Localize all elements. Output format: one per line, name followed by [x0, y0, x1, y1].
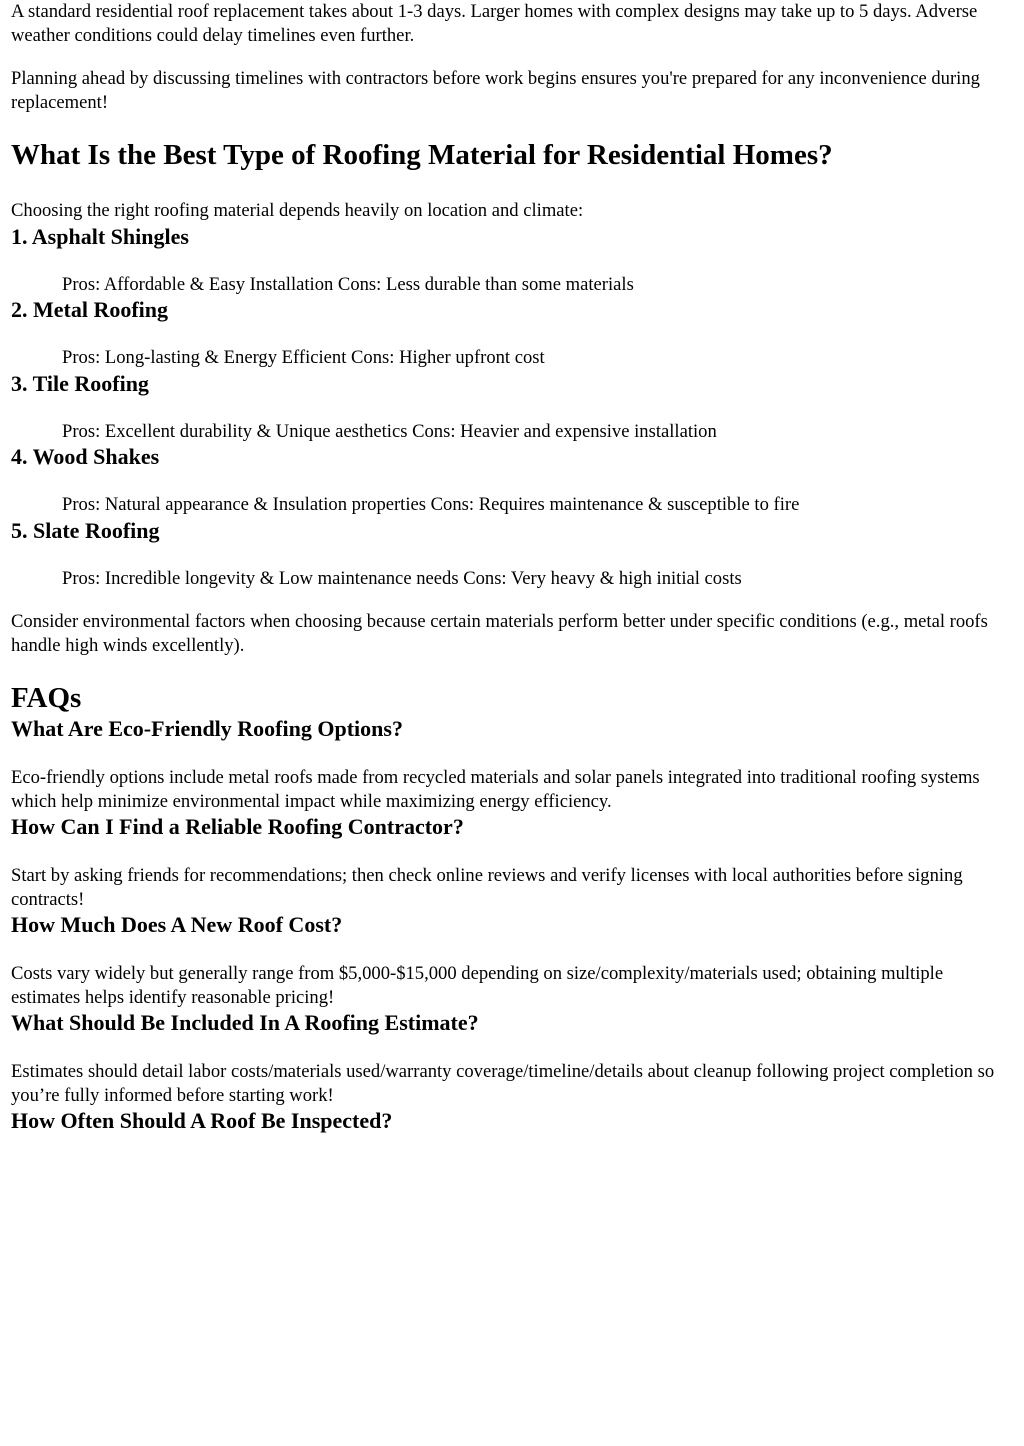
materials-heading: What Is the Best Type of Roofing Material for Residential Homes? [11, 139, 833, 171]
material-title-slate: 5. Slate Roofing [11, 517, 160, 543]
material-proscons-tile: Pros: Excellent durability & Unique aesthetics Cons: Heavier and expensive installation [62, 420, 717, 442]
material-title-tile: 3. Tile Roofing [11, 370, 149, 396]
material-proscons-metal: Pros: Long-lasting & Energy Efficient Cons: Higher upfront cost [62, 347, 545, 368]
faq-question-estimate: What Should Be Included In A Roofing Estimate? [11, 1010, 479, 1035]
faq-question-contractor: How Can I Find a Reliable Roofing Contractor? [11, 814, 464, 839]
intro-paragraph-planning: Planning ahead by discussing timelines with contractors before work begins ensures you're prepared for any inconvenience during replacement! [11, 68, 980, 113]
faqs-heading: FAQs [11, 682, 82, 714]
materials-closing-paragraph: Consider environmental factors when choosing because certain materials perform better under specific conditions (e.g., metal roofs handle high winds excellently). [11, 611, 988, 656]
faq-answer-cost: Costs vary widely but generally range from $5,000-$15,000 depending on size/complexity/materials used; obtaining multiple estimates helps identify reasonable pricing! [11, 963, 944, 1008]
material-title-wood: 4. Wood Shakes [11, 444, 160, 469]
faq-answer-contractor: Start by asking friends for recommendations; then check online reviews and verify licenses with local authorities before signing contracts! [11, 865, 963, 910]
materials-lead-paragraph: Choosing the right roofing material depends heavily on location and climate: [11, 200, 584, 221]
faq-question-cost: How Much Does A New Roof Cost? [11, 912, 343, 937]
faq-answer-estimate: Estimates should detail labor costs/materials used/warranty coverage/timeline/details about cleanup following project completion so you’re fully informed before starting work! [11, 1061, 995, 1106]
material-proscons-wood: Pros: Natural appearance & Insulation properties Cons: Requires maintenance & susceptible to fire [62, 494, 800, 515]
faq-answer-eco: Eco-friendly options include metal roofs made from recycled materials and solar panels integrated into traditional roofing systems which help minimize environmental impact while maximizing energy efficiency. [11, 767, 980, 812]
material-title-metal: 2. Metal Roofing [11, 297, 169, 322]
faq-question-inspection: How Often Should A Roof Be Inspected? [11, 1108, 393, 1133]
material-title-asphalt: 1. Asphalt Shingles [11, 223, 189, 249]
material-proscons-slate: Pros: Incredible longevity & Low maintenance needs Cons: Very heavy & high initial costs [62, 567, 742, 589]
intro-paragraph-timeline: A standard residential roof replacement takes about 1-3 days. Larger homes with complex designs may take up to 5 days. Adverse weather conditions could delay timelines even further. [11, 1, 978, 46]
material-proscons-asphalt: Pros: Affordable & Easy Installation Cons: Less durable than some materials [62, 273, 634, 295]
faq-question-eco: What Are Eco-Friendly Roofing Options? [11, 716, 403, 741]
